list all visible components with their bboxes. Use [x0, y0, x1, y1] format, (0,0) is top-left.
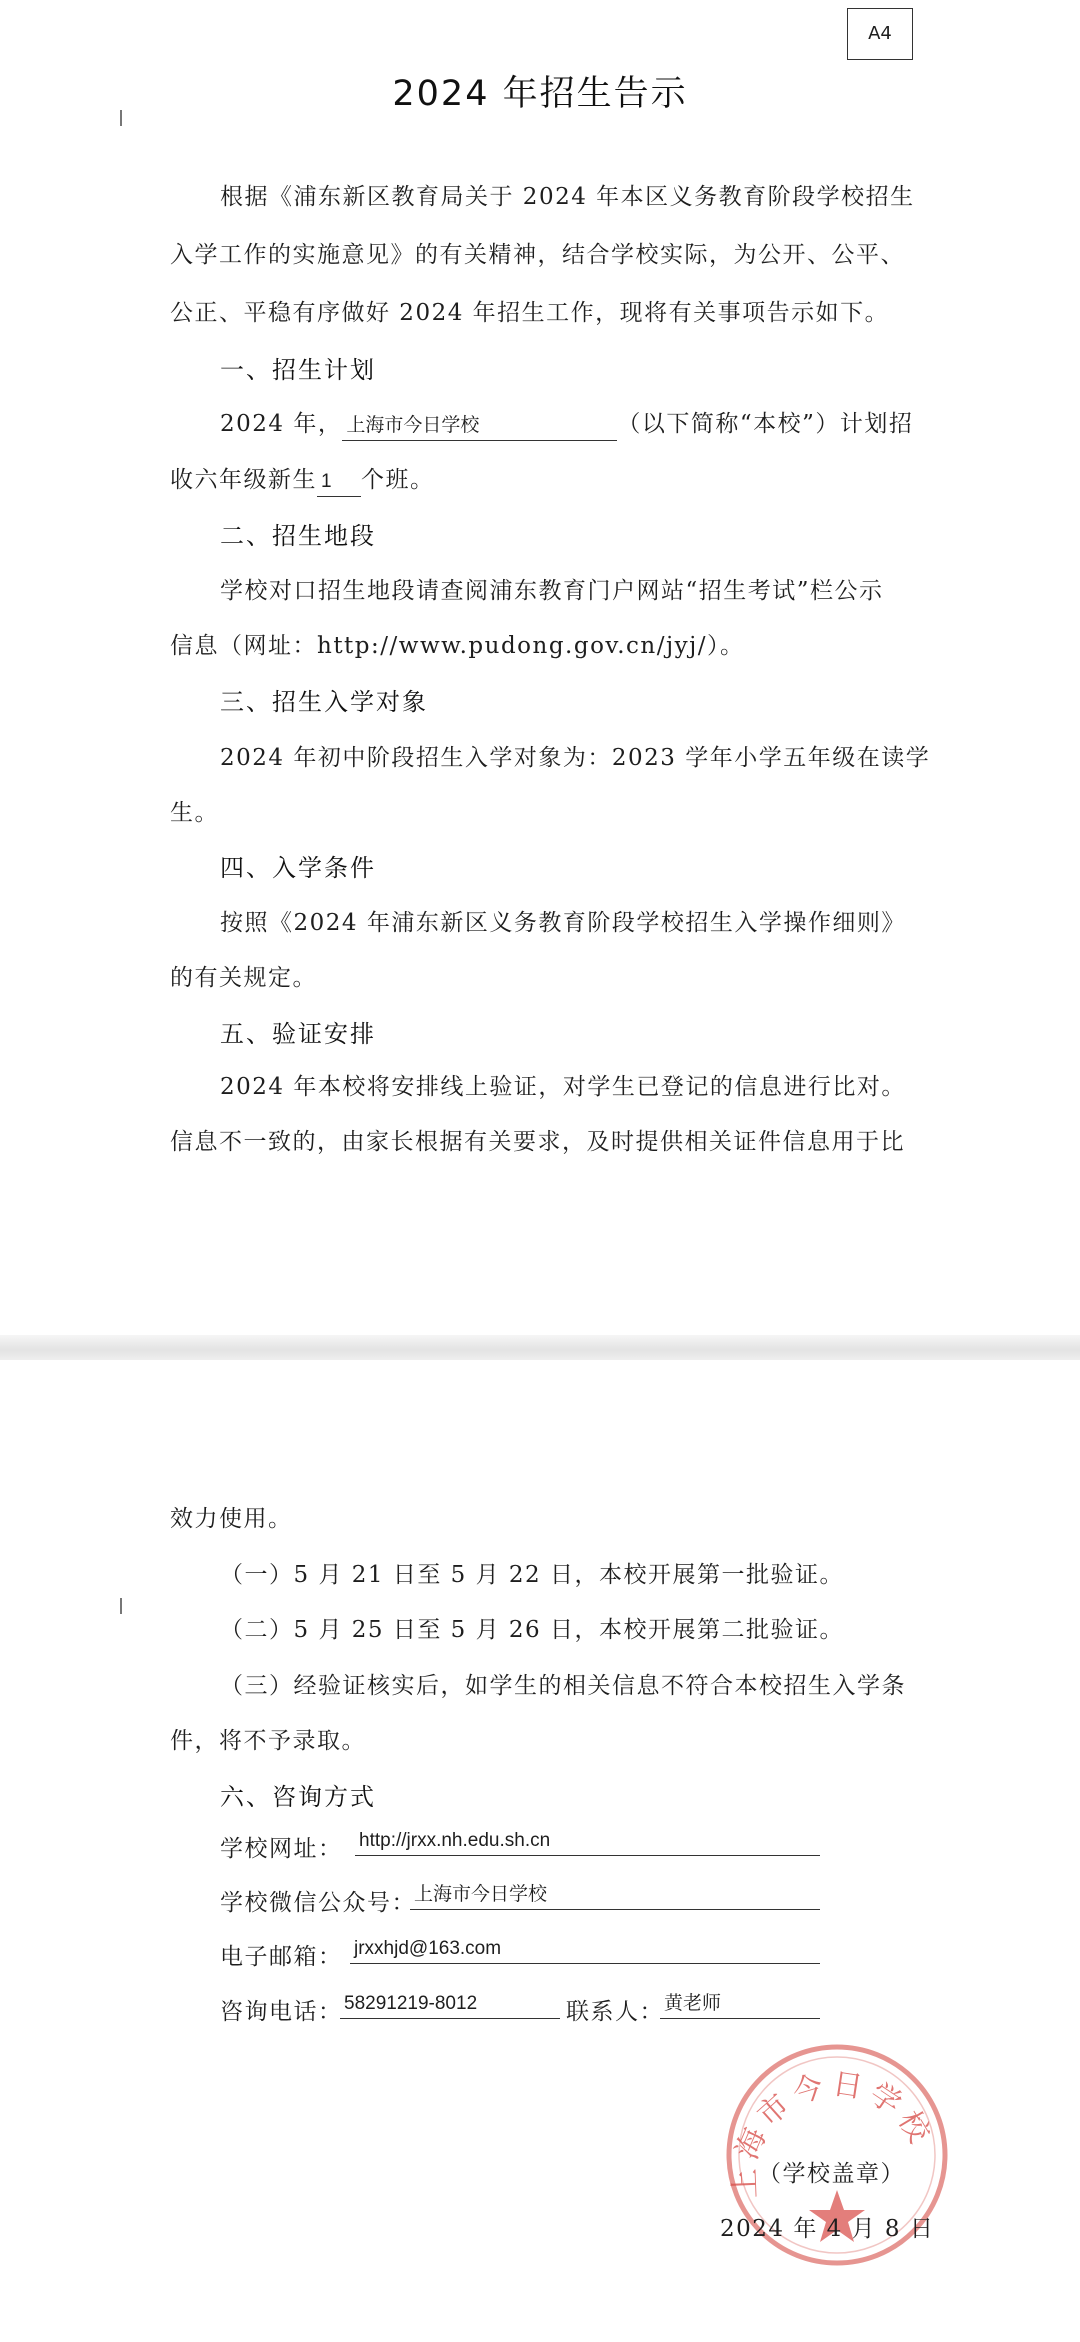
phone-row [220, 1993, 343, 2026]
margin-mark [120, 1598, 122, 1614]
website-label: 学校网址： [220, 1836, 343, 1862]
section-4-line-1: 按照《2024 年浦东新区义务教育阶段学校招生入学操作细则》 [220, 910, 906, 936]
website-row [220, 1830, 343, 1863]
section-2-heading: 二、招生地段 [220, 522, 376, 550]
stamp-note: （学校盖章） [758, 2161, 905, 2187]
intro-line-3: 公正、平稳有序做好 2024 年招生工作，现将有关事项告示如下。 [170, 300, 890, 326]
contact-label: 联系人： [566, 1999, 664, 2025]
intro-line-1: 根据《浦东新区教育局关于 2024 年本区义务教育阶段学校招生 [220, 184, 915, 210]
website-value-wrap [355, 1826, 820, 1856]
section-1-line-2 [170, 461, 435, 497]
email-value: jrxxhjd@163.com [350, 1937, 820, 1964]
intro-line-2: 入学工作的实施意见》的有关精神，结合学校实际，为公开、公平、 [170, 242, 905, 268]
wechat-label: 学校微信公众号： [220, 1890, 416, 1916]
seal-text: 上海市今日学校 [727, 2066, 940, 2199]
phone-value: 58291219-8012 [340, 1992, 560, 2019]
email-row [220, 1938, 343, 1971]
section-3-heading: 三、招生入学对象 [220, 688, 428, 716]
section-2-line-1: 学校对口招生地段请查阅浦东教育门户网站“招生考试”栏公示 [220, 578, 884, 604]
section-1-prefix: 2024 年， [220, 411, 343, 437]
section-4-line-2: 的有关规定。 [170, 965, 317, 991]
verification-item-1: （一）5 月 21 日至 5 月 22 日，本校开展第一批验证。 [220, 1562, 844, 1588]
verification-item-3-cont: 件，将不予录取。 [170, 1728, 366, 1754]
section-5-line-3: 效力使用。 [170, 1506, 293, 1532]
section-5-line-2: 信息不一致的，由家长根据有关要求，及时提供相关证件信息用于比 [170, 1129, 905, 1155]
contact-value: 黄老师 [660, 1992, 820, 2019]
school-name-blank: 上海市今日学校 [342, 414, 617, 441]
section-6-heading: 六、咨询方式 [220, 1783, 376, 1811]
class-count-blank: 1 [317, 470, 361, 497]
section-3-line-1: 2024 年初中阶段招生入学对象为：2023 学年小学五年级在读学 [220, 745, 931, 771]
section-3-line-2: 生。 [170, 800, 219, 826]
section-2-line-2: 信息（网址：http://www.pudong.gov.cn/jyj/）。 [170, 633, 745, 659]
section-5-line-1: 2024 年本校将安排线上验证，对学生已登记的信息进行比对。 [220, 1074, 906, 1100]
phone-value-wrap [340, 1989, 560, 2019]
signature-date: 2024 年 4 月 8 日 [720, 2216, 935, 2242]
phone-label: 咨询电话： [220, 1999, 343, 2025]
website-value: http://jrxx.nh.edu.sh.cn [355, 1829, 820, 1856]
section-1-line2-suffix: 个班。 [361, 467, 435, 493]
contact-value-wrap [660, 1989, 820, 2019]
section-5-heading: 五、验证安排 [220, 1020, 376, 1048]
verification-item-2: （二）5 月 25 日至 5 月 26 日，本校开展第二批验证。 [220, 1617, 844, 1643]
section-1-line-1 [220, 405, 913, 441]
wechat-value-wrap [410, 1880, 820, 1910]
paper-size-badge: A4 [847, 8, 913, 60]
wechat-row [220, 1884, 416, 1917]
section-4-heading: 四、入学条件 [220, 854, 376, 882]
margin-mark [120, 110, 122, 126]
section-1-heading: 一、招生计划 [220, 356, 376, 384]
page-title: 2024 年招生告示 [392, 74, 688, 114]
email-label: 电子邮箱： [220, 1944, 343, 1970]
verification-item-3: （三）经验证核实后，如学生的相关信息不符合本校招生入学条 [220, 1673, 906, 1699]
email-value-wrap [350, 1934, 820, 1964]
wechat-value: 上海市今日学校 [410, 1883, 820, 1910]
section-1-line2-prefix: 收六年级新生 [170, 467, 317, 493]
contact-label-wrap [566, 1993, 664, 2026]
section-1-suffix: （以下简称“本校”）计划招 [617, 411, 914, 437]
